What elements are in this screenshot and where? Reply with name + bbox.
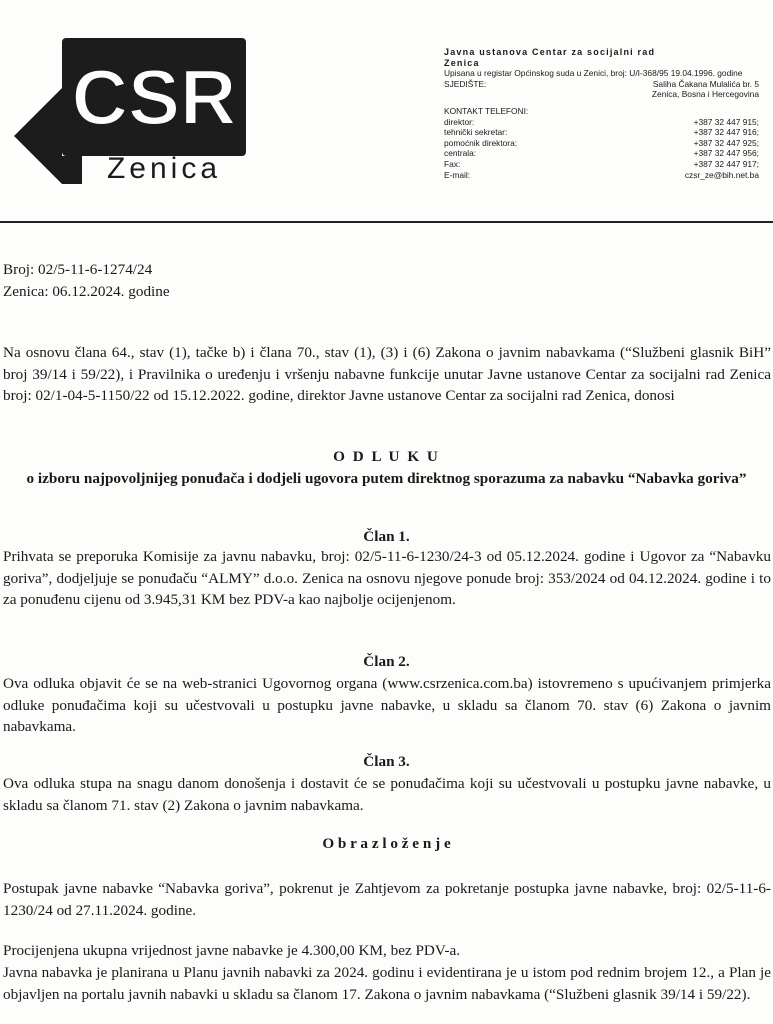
article-3-text: Ova odluka stupa na snagu danom donošenja i dostavit će se ponuđačima koji su učestvovali u postupku javne nabavke, u skladu sa članom 71. stav (2) Zakona o javnim nabavkama. xyxy=(3,775,771,814)
logo-underbar xyxy=(62,156,82,184)
article-2-title: Član 2. xyxy=(363,653,410,670)
document-date: Zenica: 06.12.2024. godine xyxy=(3,283,170,300)
article-1-title: Član 1. xyxy=(363,528,410,545)
explanation-paragraph-1: Postupak javne nabavke “Nabavka goriva”, pokrenut je Zahtjevom za pokretanje postupka javne nabavke, broj: 02/5-11-6-1230/24 od 27.11.2024. godine. xyxy=(3,880,771,919)
contact-label: E-mail: xyxy=(444,169,471,180)
institution-name-line1: Javna ustanova Centar za socijalni rad xyxy=(444,47,656,57)
contact-label: Fax: xyxy=(444,158,461,169)
explanation-title: O b r a z l o ž e n j e xyxy=(322,835,451,852)
document-number: Broj: 02/5-11-6-1274/24 xyxy=(3,261,153,278)
article-3-title: Član 3. xyxy=(363,753,410,770)
explanation-paragraph-3: Javna nabavka je planirana u Planu javnih nabavki za 2024. godinu i evidentirana je u istom pod rednim brojem 12., a Plan je objavljen na portalu javnih nabavki u skladu sa članom 17. Zakona o javnim nabavkama (“Službeni glasnik 39/14 i 59/22). xyxy=(3,964,771,1003)
logo-arrow-shape xyxy=(14,88,62,184)
contact-label: direktor: xyxy=(444,116,475,127)
contact-value: +387 32 447 956; xyxy=(693,148,759,159)
intro-paragraph: Na osnovu člana 64., stav (1), tačke b) i člana 70., stav (1), (3) i (6) Zakona o javnim nabavkama (“Službeni glasnik BiH” broj 39/14 i 59/22), i Pravilnika o uređenju i vršenju nabavne funkcije unutar Javne ustanove Centar za socijalni rad Zenica broj: 02/1-04-5-1150/22 od 15.12.2022. godine, direktor Javne ustanove Centar za socijalni rad Zenica, donosi xyxy=(3,344,771,405)
contact-value: czsr_ze@bih.net.ba xyxy=(684,169,759,180)
institution-name-line2: Zenica xyxy=(444,57,480,68)
article-1-text: Prihvata se preporuka Komisije za javnu nabavku, broj: 02/5-11-6-1230/24-3 od 05.12.2024. godine i Ugovor za “Nabavku goriva”, dodjeljuje se ponuđaču “ALMY” d.o.o. Zenica na osnovu njegove ponude broj: 353/2024 od 04.12.2024. godine i to za ponuđenu cijenu od 3.945,31 KM bez PDV-a kao najbolje ocijenjenom. xyxy=(3,548,771,609)
seat-address xyxy=(444,79,759,90)
article-2-text: Ova odluka objavit će se na web-stranici Ugovornog organa (www.csrzenica.com.ba) istovremeno s upućivanjem primjerka odluke ponuđačima koji su učestvovali u postupku javne nabavke, u skladu sa članom 70. stav (6) Zakona o javnim nabavkama. xyxy=(3,675,771,736)
contact-row xyxy=(444,117,759,128)
logo-text: CSR xyxy=(71,53,237,141)
contact-value: +387 32 447 925; xyxy=(693,137,759,148)
contacts-title: KONTAKT TELEFONI: xyxy=(444,105,529,116)
header-divider xyxy=(0,221,773,223)
contact-value: +387 32 447 916; xyxy=(693,127,759,138)
contact-row xyxy=(444,138,759,149)
contact-value: +387 32 447 917; xyxy=(693,158,759,169)
contact-row xyxy=(444,148,759,159)
seat-line1: Saliha Čakana Mulalića br. 5 xyxy=(652,78,759,89)
contact-label: pomoćnik direktora: xyxy=(444,137,518,148)
explanation-paragraph-2: Procijenjena ukupna vrijednost javne nabavke je 4.300,00 KM, bez PDV-a. xyxy=(3,942,461,959)
logo-city: Zenica xyxy=(106,152,222,185)
contact-row xyxy=(444,127,759,138)
decision-title: O D L U K U xyxy=(333,448,440,465)
contact-row xyxy=(444,170,759,181)
csr-zenica-logo xyxy=(14,38,246,188)
seat-line2: Zenica, Bosna i Hercegovina xyxy=(651,89,759,100)
registry-text: Upisana u registar Općinskog suda u Zenici, broj: U/I-368/95 19.04.1996. godine xyxy=(444,68,743,79)
contact-label: centrala: xyxy=(444,148,477,159)
decision-subtitle: o izboru najpovoljnijeg ponuđača i dodjeli ugovora putem direktnog sporazuma za nabavku “Nabavka goriva” xyxy=(26,470,747,487)
institution-header xyxy=(444,47,759,180)
seat-label: SJEDIŠTE: xyxy=(444,78,487,89)
contact-value: +387 32 447 915; xyxy=(693,116,759,127)
contact-label: tehnički sekretar: xyxy=(444,127,508,138)
contact-row xyxy=(444,159,759,170)
